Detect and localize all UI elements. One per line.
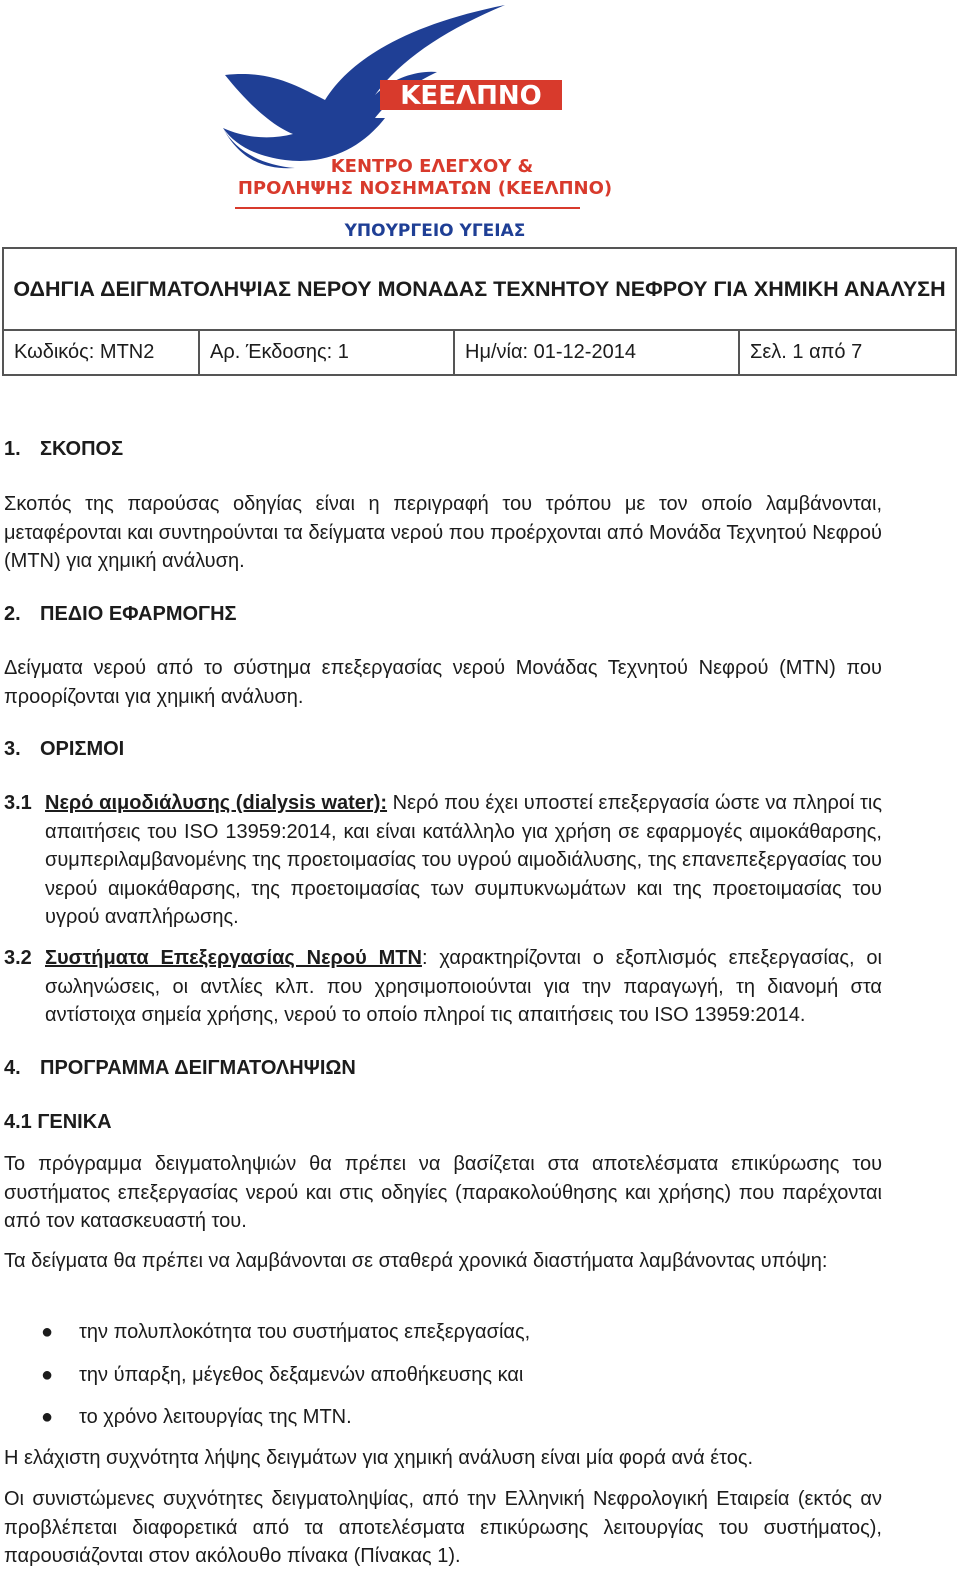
- section-3-heading: 3. ΟΡΙΣΜΟΙ: [4, 738, 125, 760]
- definition-3-2-text: : χαρακτηρίζονται ο εξοπλισμός επεξεργασίας, οι σωληνώσεις, οι αντλίες κλπ. που χρησιμοποιούνται για την παραγωγή, τη διανομή στα αντίστοιχα σημεία χρήσης, νερού το οποίο πληροί τις απαιτήσεις του ISO 13959:2014.: [45, 947, 882, 1026]
- section-1-text: Σκοπός της παρούσας οδηγίας είναι η περιγραφή του τρόπου με τον οποίο λαμβάνονται, μεταφέρονται και συντηρούνται τα δείγματα νερού που προέρχονται από Μονάδα Τεχνητού Νεφρού (ΜΤΝ) για χημική ανάλυση.: [4, 493, 882, 572]
- document-header: [2, 247, 957, 376]
- document-title: ΟΔΗΓΙΑ ΔΕΙΓΜΑΤΟΛΗΨΙΑΣ ΝΕΡΟΥ ΜΟΝΑΔΑΣ ΤΕΧΝΗΤΟΥ ΝΕΦΡΟΥ ΓΙΑ ΧΗΜΙΚΗ ΑΝΑΛΥΣΗ: [3, 248, 956, 330]
- definition-3-1-text: Νερό που έχει υποστεί επεξεργασία ώστε να πληροί τις απαιτήσεις του ISO 13959:2014, και είναι κατάλληλο για χρήση σε εφαρμογές αιμοκάθαρσης, συμπεριλαμβανομένης της προετοιμασίας του υγρού αιμοδιάλυσης, της επανεπεξεργασίας του νερού αιμοκάθαρσης, της προετοιμασίας των συμπυκνωμάτων και της προετοιμασίας του υγρού αναπλήρωσης.: [45, 792, 882, 928]
- bullet-icon: ●: [41, 1364, 54, 1386]
- section-4-1-paragraph-4: Οι συνιστώμενες συχνότητες δειγματοληψίας, από την Ελληνική Νεφρολογική Εταιρεία (εκτός αν προβλέπεται διαφορετικά από τα αποτελέσματα επικύρωσης λειτουργίας του συστήματος), παρουσιάζονται στον ακόλουθο πίνακα (Πίνακας 1).: [4, 1488, 882, 1567]
- section-1-heading: 1. ΣΚΟΠΟΣ: [4, 438, 124, 460]
- section-4-1-paragraph-3: Η ελάχιστη συχνότητα λήψης δειγμάτων για χημική ανάλυση είναι μία φορά ανά έτος.: [4, 1447, 754, 1469]
- definition-3-2: 3.2 Συστήματα Επεξεργασίας Νερού ΜΤΝ: χαρακτηρίζονται ο εξοπλισμός επεξεργασίας, οι σωληνώσεις, οι αντλίες κλπ. που χρησιμοποιούνται για την παραγωγή, τη διανομή στα αντίστοιχα σημεία χρήσης, νερού το οποίο πληροί τις απαιτήσεις του ISO 13959:2014.: [4, 947, 882, 1026]
- section-4-1-heading: 4.1 ΓΕΝΙΚΑ: [4, 1111, 112, 1133]
- document-code: Κωδικός: ΜΤΝ2: [3, 330, 199, 375]
- section-2-heading: 2. ΠΕΔΙΟ ΕΦΑΡΜΟΓΗΣ: [4, 603, 237, 625]
- definition-3-1: 3.1 Νερό αιμοδιάλυσης (dialysis water): Νερό που έχει υποστεί επεξεργασία ώστε να πληροί τις απαιτήσεις του ISO 13959:2014, και είναι κατάλληλο για χρήση σε εφαρμογές αιμοκάθαρσης, συμπεριλαμβανομένης της προετοιμασίας του υγρού αιμοδιάλυσης, της επανεπεξεργασίας του νερού αιμοκάθαρσης, της προετοιμασίας των συμπυκνωμάτων και της προετοιμασίας του υγρού αναπλήρωσης.: [4, 792, 882, 928]
- section-2-text: Δείγματα νερού από το σύστημα επεξεργασίας νερού Μονάδας Τεχνητού Νεφρού (ΜΤΝ) που προορίζονται για χημική ανάλυση.: [4, 657, 882, 708]
- keelpno-logo: [175, 0, 710, 244]
- logo-acronym: ΚΕΕΛΠΝΟ: [400, 81, 542, 111]
- section-4-1-paragraph-2: Τα δείγματα θα πρέπει να λαμβάνονται σε σταθερά χρονικά διαστήματα λαμβάνοντας υπόψη:: [4, 1250, 828, 1272]
- definition-3-2-term: Συστήματα Επεξεργασίας Νερού ΜΤΝ: [45, 947, 422, 969]
- issue-date: Ημ/νία: 01-12-2014: [454, 330, 739, 375]
- logo-ministry: ΥΠΟΥΡΓΕΙΟ ΥΓΕΙΑΣ: [344, 221, 526, 241]
- section-4-heading: 4. ΠΡΟΓΡΑΜΜΑ ΔΕΙΓΜΑΤΟΛΗΨΙΩΝ: [4, 1057, 356, 1079]
- logo-org-line2: ΠΡΟΛΗΨΗΣ ΝΟΣΗΜΑΤΩΝ (ΚΕΕΛΠΝΟ): [237, 178, 613, 199]
- page-number: Σελ. 1 από 7: [739, 330, 956, 375]
- bullet-icon: ●: [41, 1321, 54, 1343]
- definition-3-1-term: Νερό αιμοδιάλυσης (dialysis water):: [45, 792, 388, 814]
- bullet-icon: ●: [41, 1406, 54, 1428]
- edition-number: Αρ. Έκδοσης: 1: [199, 330, 454, 375]
- section-4-1-paragraph-1: Το πρόγραμμα δειγματοληψιών θα πρέπει να βασίζεται στα αποτελέσματα επικύρωσης του συστήματος επεξεργασίας νερού και στις οδηγίες (παρακολούθησης και χρήσης) που παρέχονται από τον κατασκευαστή του.: [4, 1153, 882, 1232]
- logo-org-line1: ΚΕΝΤΡΟ ΕΛΕΓΧΟΥ &: [330, 156, 534, 177]
